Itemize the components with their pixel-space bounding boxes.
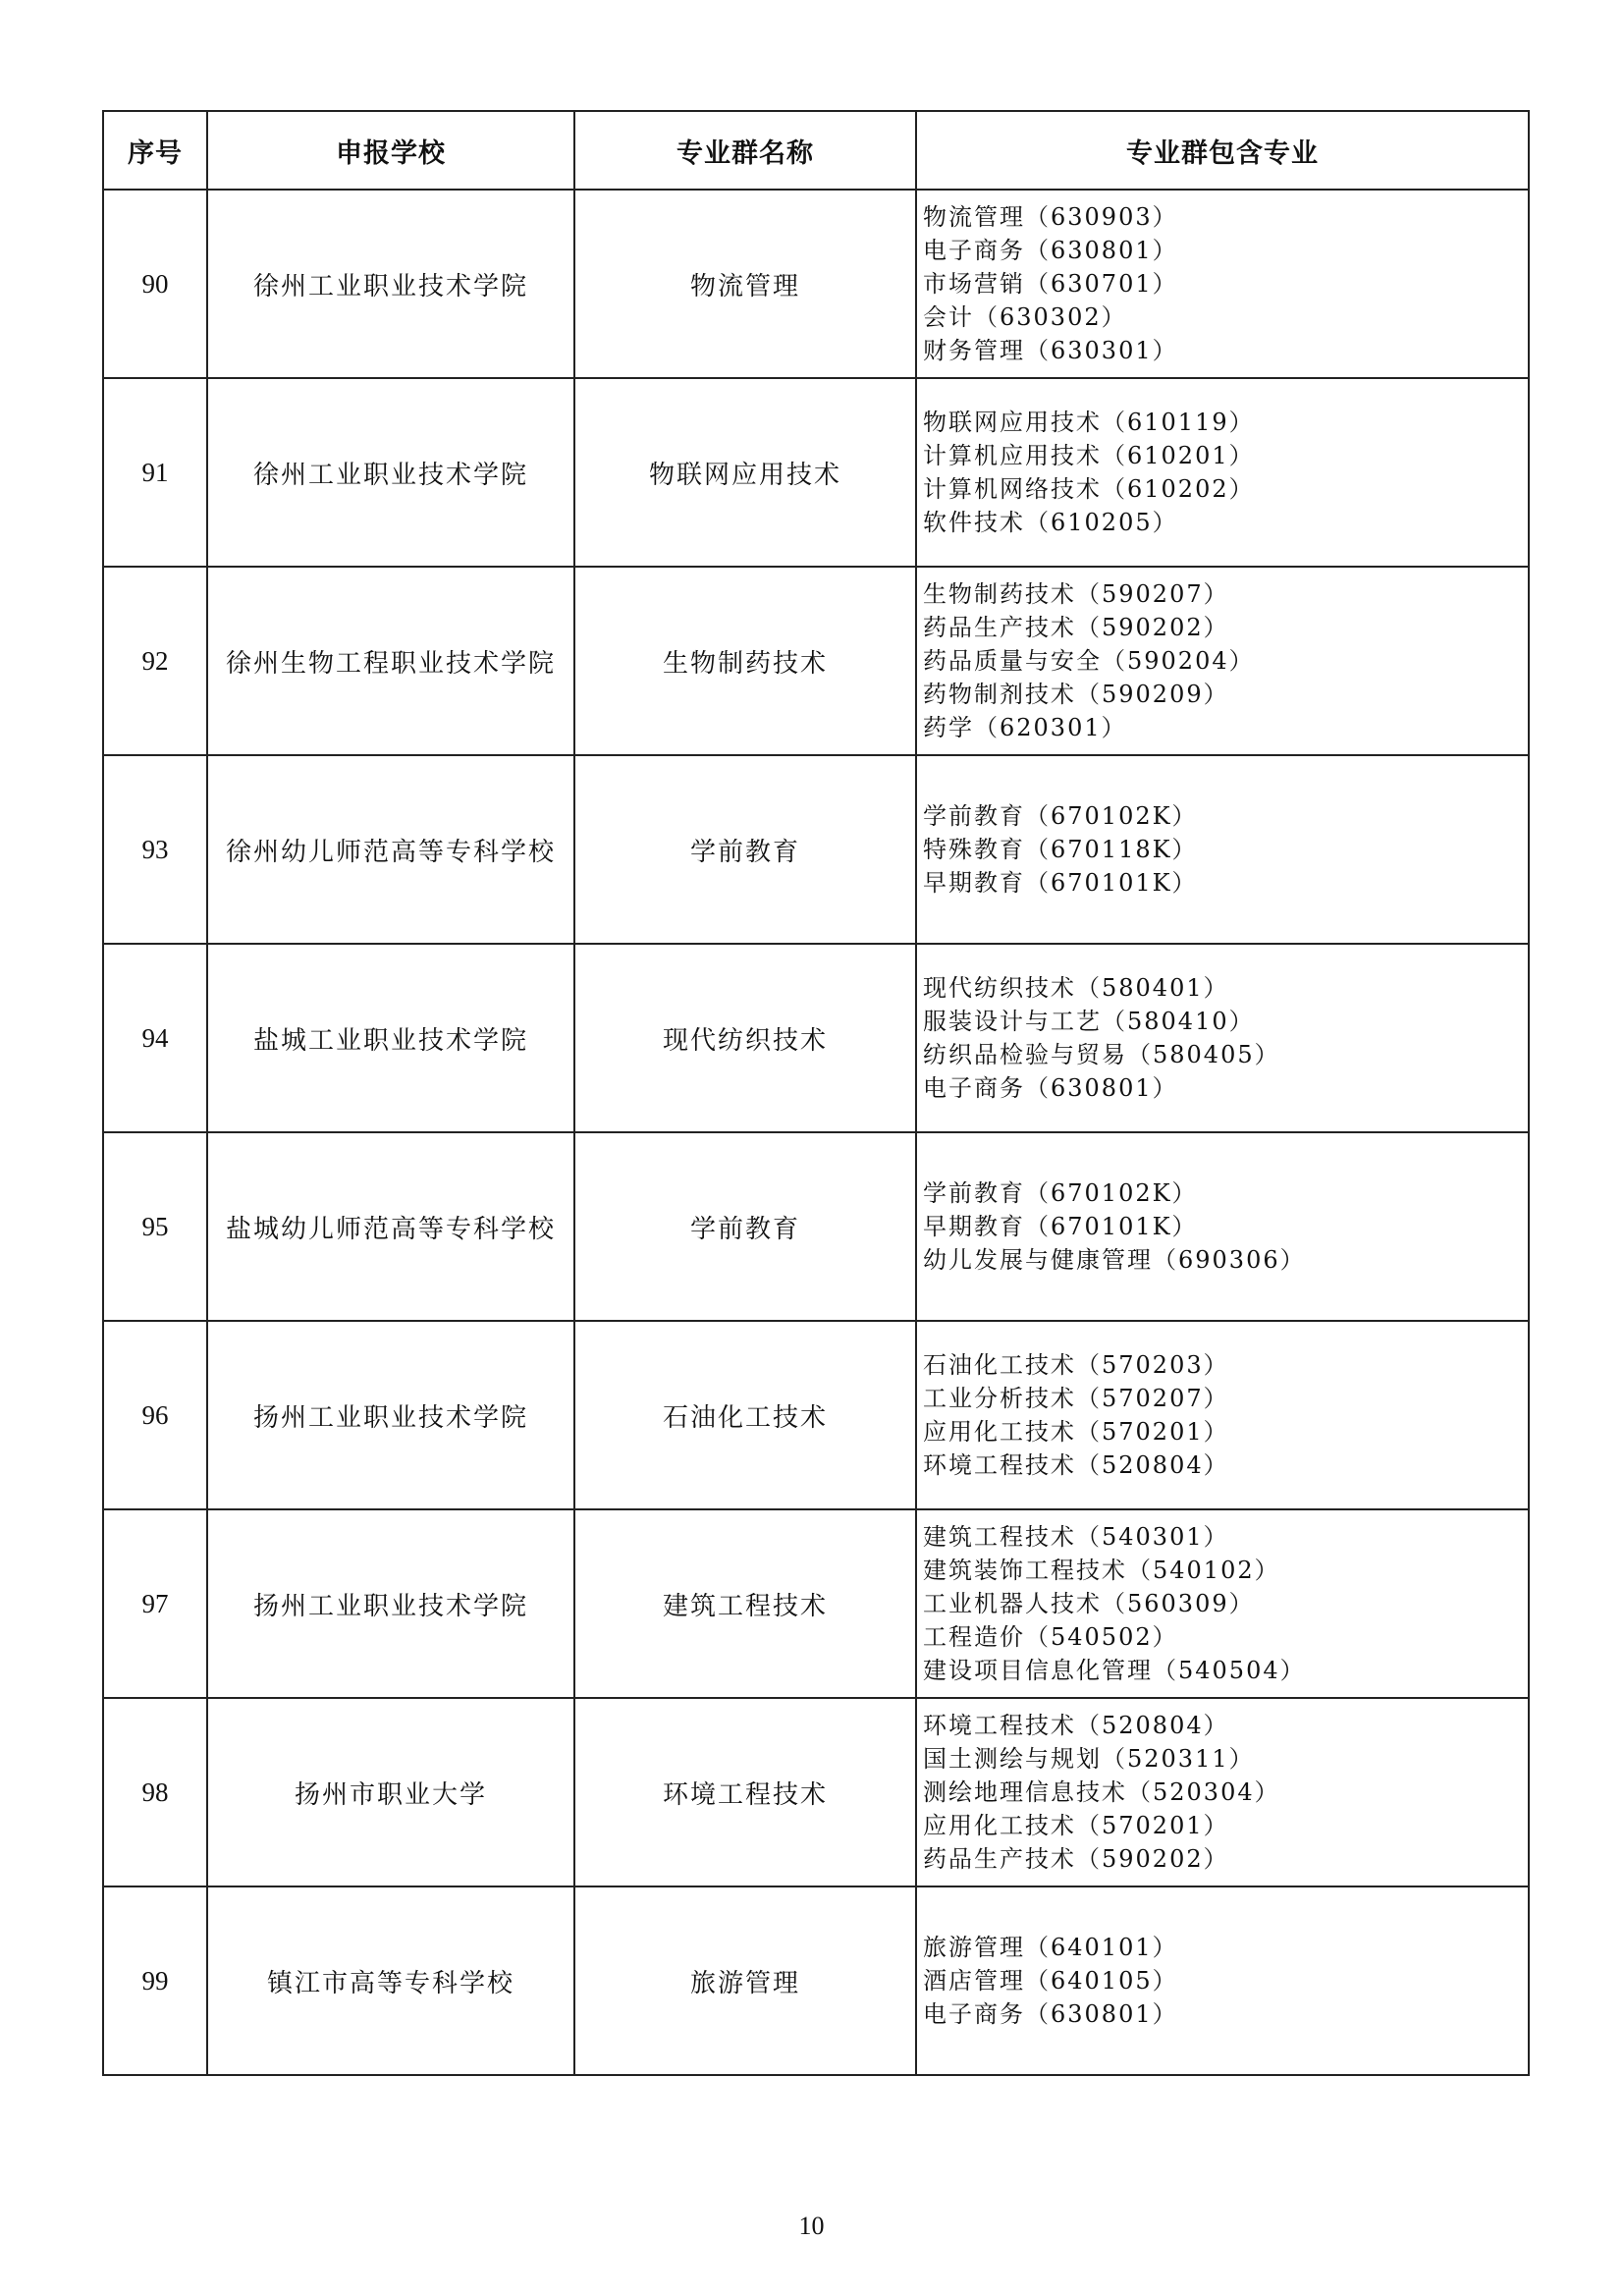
serial-number-cell: 92 [103,567,207,755]
major-item: 纺织品检验与贸易（580405） [923,1041,1280,1068]
page-number: 10 [798,2212,825,2240]
major-list [923,1348,1528,1482]
table-body [103,190,1529,2075]
major-list [923,1709,1528,1876]
table-row [103,1509,1529,1698]
serial-number-cell: 93 [103,755,207,944]
serial-number-cell: 97 [103,1509,207,1698]
major-item: 电子商务（630801） [923,237,1178,264]
major-item: 应用化工技术（570201） [923,1418,1229,1446]
major-item: 市场营销（630701） [923,270,1178,298]
major-item: 建筑工程技术（540301） [923,1523,1229,1551]
major-item: 学前教育（670102K） [923,1179,1198,1207]
header-serial-number: 序号 [103,111,207,190]
school-cell: 盐城幼儿师范高等专科学校 [207,1132,574,1321]
major-item: 计算机应用技术（610201） [923,442,1255,469]
serial-number-cell: 91 [103,378,207,567]
major-item: 服装设计与工艺（580410） [923,1008,1255,1035]
table-header-row [103,111,1529,190]
major-item: 工业机器人技术（560309） [923,1590,1255,1617]
major-item: 药品质量与安全（590204） [923,647,1255,675]
major-item: 药物制剂技术（590209） [923,681,1229,708]
major-item: 幼儿发展与健康管理（690306） [923,1246,1306,1274]
major-item: 工程造价（540502） [923,1623,1178,1651]
included-majors-cell [916,944,1529,1132]
school-cell: 扬州市职业大学 [207,1698,574,1886]
included-majors-cell [916,378,1529,567]
header-school: 申报学校 [207,111,574,190]
group-name-cell: 物流管理 [574,190,916,378]
school-cell: 盐城工业职业技术学院 [207,944,574,1132]
table-row [103,378,1529,567]
included-majors-cell [916,1509,1529,1698]
major-item: 会计（630302） [923,303,1127,331]
table-row [103,1886,1529,2075]
major-item: 石油化工技术（570203） [923,1351,1229,1379]
header-included-majors: 专业群包含专业 [916,111,1529,190]
major-item: 酒店管理（640105） [923,1967,1178,1995]
major-item: 建设项目信息化管理（540504） [923,1657,1306,1684]
serial-number-cell: 90 [103,190,207,378]
serial-number-cell: 98 [103,1698,207,1886]
major-item: 测绘地理信息技术（520304） [923,1778,1280,1806]
majors-group-table [102,110,1530,2076]
serial-number-cell: 96 [103,1321,207,1509]
major-list [923,406,1528,539]
major-item: 工业分析技术（570207） [923,1385,1229,1412]
school-cell: 徐州生物工程职业技术学院 [207,567,574,755]
included-majors-cell [916,1321,1529,1509]
table-row [103,1321,1529,1509]
major-item: 早期教育（670101K） [923,1213,1198,1240]
included-majors-cell [916,190,1529,378]
included-majors-cell [916,1698,1529,1886]
major-list [923,1176,1528,1277]
major-item: 物联网应用技术（610119） [923,409,1255,436]
school-cell: 徐州工业职业技术学院 [207,378,574,567]
table-row [103,944,1529,1132]
major-item: 现代纺织技术（580401） [923,974,1229,1002]
major-list [923,577,1528,744]
included-majors-cell [916,755,1529,944]
table-row [103,1698,1529,1886]
major-item: 旅游管理（640101） [923,1934,1178,1961]
major-item: 药品生产技术（590202） [923,1845,1229,1873]
school-cell: 徐州工业职业技术学院 [207,190,574,378]
group-name-cell: 建筑工程技术 [574,1509,916,1698]
included-majors-cell [916,1886,1529,2075]
major-item: 药品生产技术（590202） [923,614,1229,641]
group-name-cell: 学前教育 [574,755,916,944]
major-item: 生物制药技术（590207） [923,580,1229,608]
major-list [923,799,1528,900]
table-row [103,1132,1529,1321]
group-name-cell: 环境工程技术 [574,1698,916,1886]
group-name-cell: 学前教育 [574,1132,916,1321]
table-row [103,567,1529,755]
table-row [103,755,1529,944]
major-item: 计算机网络技术（610202） [923,475,1255,503]
group-name-cell: 现代纺织技术 [574,944,916,1132]
major-list [923,200,1528,367]
school-cell: 徐州幼儿师范高等专科学校 [207,755,574,944]
school-cell: 扬州工业职业技术学院 [207,1509,574,1698]
major-item: 环境工程技术（520804） [923,1712,1229,1739]
major-item: 电子商务（630801） [923,1074,1178,1102]
major-list [923,1520,1528,1687]
major-item: 早期教育（670101K） [923,869,1198,897]
major-list [923,971,1528,1105]
major-item: 应用化工技术（570201） [923,1812,1229,1839]
serial-number-cell: 99 [103,1886,207,2075]
school-cell: 镇江市高等专科学校 [207,1886,574,2075]
major-item: 药学（620301） [923,714,1127,741]
serial-number-cell: 94 [103,944,207,1132]
group-name-cell: 旅游管理 [574,1886,916,2075]
major-item: 环境工程技术（520804） [923,1451,1229,1479]
major-item: 特殊教育（670118K） [923,836,1198,863]
major-item: 财务管理（630301） [923,337,1178,364]
group-name-cell: 生物制药技术 [574,567,916,755]
major-item: 软件技术（610205） [923,509,1178,536]
group-name-cell: 物联网应用技术 [574,378,916,567]
major-item: 学前教育（670102K） [923,802,1198,830]
included-majors-cell [916,1132,1529,1321]
school-cell: 扬州工业职业技术学院 [207,1321,574,1509]
major-item: 国土测绘与规划（520311） [923,1745,1255,1773]
major-item: 建筑装饰工程技术（540102） [923,1557,1280,1584]
group-name-cell: 石油化工技术 [574,1321,916,1509]
header-group-name: 专业群名称 [574,111,916,190]
serial-number-cell: 95 [103,1132,207,1321]
included-majors-cell [916,567,1529,755]
major-item: 电子商务（630801） [923,2000,1178,2028]
major-item: 物流管理（630903） [923,203,1178,231]
table-row [103,190,1529,378]
major-list [923,1931,1528,2031]
